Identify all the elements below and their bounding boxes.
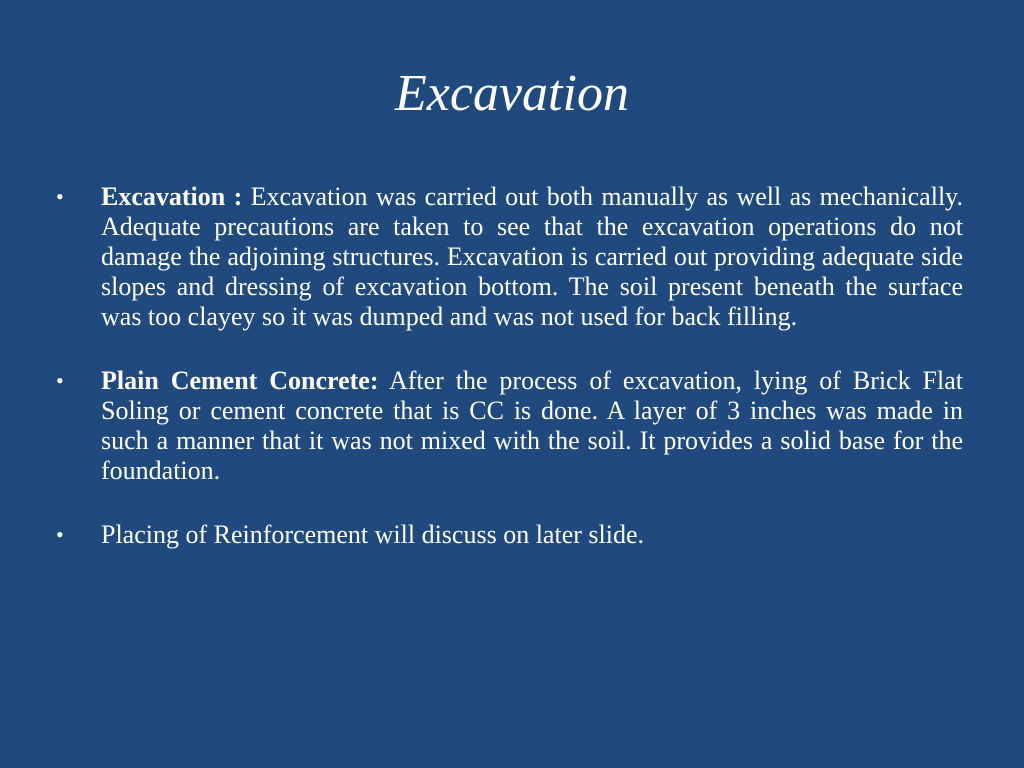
bullet-icon: • <box>56 368 64 393</box>
bullet-text: Placing of Reinforcement will discuss on later slide. <box>101 520 644 549</box>
bullet-text: Excavation was carried out both manually as well as mechanically. Adequate precautions are taken to see that the excavation operations do not damage the adjoining structures. Excavation is carried out providing adequate side slopes and dressing of excavation bottom. The soil present beneath the surface was too clayey so it was dumped and was not used for back filling. <box>101 182 963 331</box>
bullet-lead: Plain Cement Concrete: <box>101 366 379 395</box>
bullet-list <box>56 182 963 550</box>
bullet-icon: • <box>56 522 64 547</box>
bullet-text: After the process of excavation, lying of Brick Flat Soling or cement concrete that is CC is done. A layer of 3 inches was made in such a manner that it was not mixed with the soil. It provides a solid base for the foundation. <box>101 366 963 485</box>
bullet-icon: • <box>56 184 64 209</box>
bullet-item-reinforcement <box>56 520 963 550</box>
bullet-item-excavation <box>56 182 963 332</box>
slide-title: Excavation <box>395 65 629 122</box>
bullet-item-plain-cement-concrete <box>56 366 963 486</box>
bullet-lead: Excavation : <box>101 182 243 211</box>
